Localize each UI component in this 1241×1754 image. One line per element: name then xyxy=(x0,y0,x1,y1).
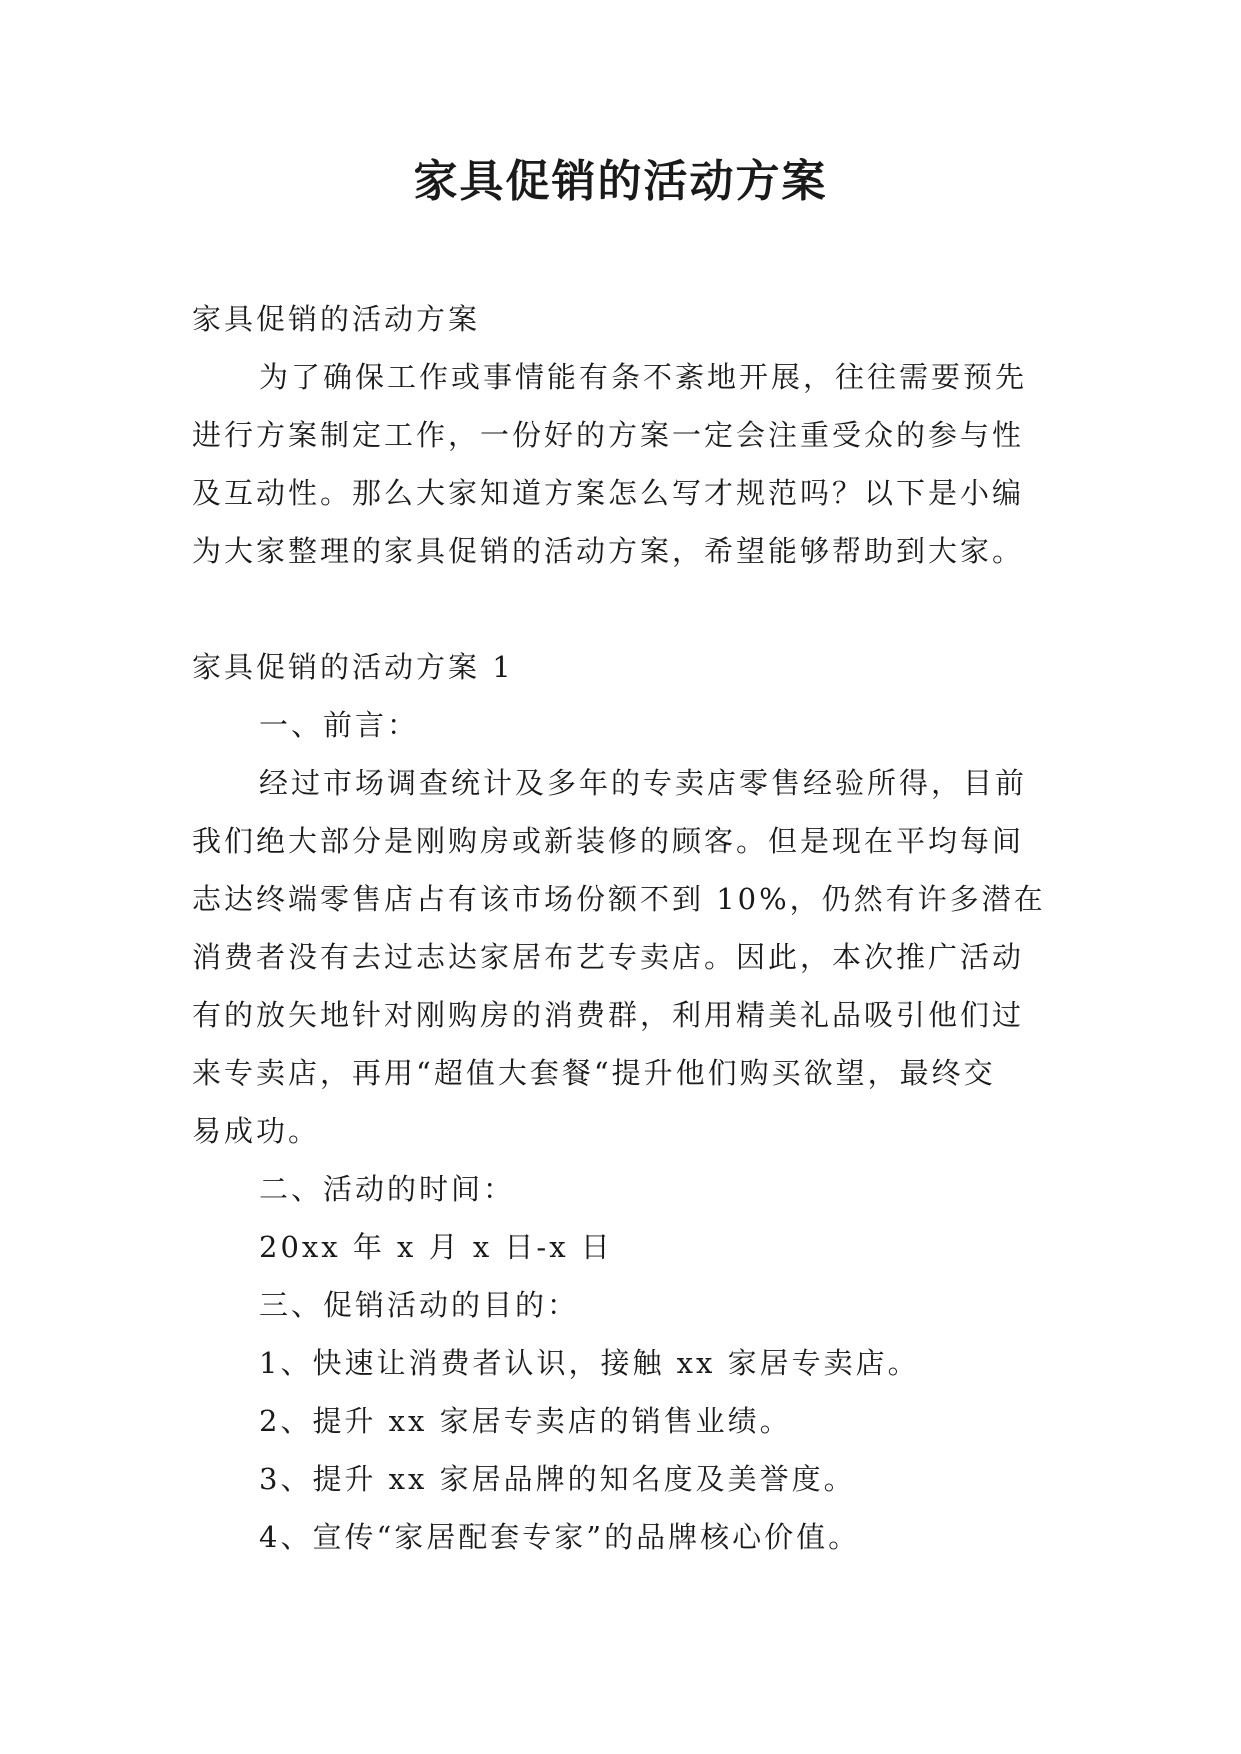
text-line: 来专卖店，再用“超值大套餐“提升他们购买欲望，最终交 xyxy=(192,1056,996,1090)
text-line: 4、宣传“家居配套专家”的品牌核心价值。 xyxy=(259,1520,861,1554)
document-body xyxy=(192,290,1072,1566)
text-line: 二、活动的时间： xyxy=(259,1172,516,1206)
text-line: 一、前言： xyxy=(259,708,420,742)
text-line: 为了确保工作或事情能有条不紊地开展，往往需要预先 xyxy=(259,360,1028,394)
text-line: 家具促销的活动方案 xyxy=(192,302,481,336)
document-title: 家具促销的活动方案 xyxy=(413,156,828,207)
text-line: 消费者没有去过志达家居布艺专卖店。因此，本次推广活动 xyxy=(192,940,1025,974)
text-line: 我们绝大部分是刚购房或新装修的顾客。但是现在平均每间 xyxy=(192,824,1025,858)
text-line: 进行方案制定工作，一份好的方案一定会注重受众的参与性 xyxy=(192,418,1025,452)
text-line: 志达终端零售店占有该市场份额不到 10%，仍然有许多潜在 xyxy=(192,882,1046,916)
text-line: 经过市场调查统计及多年的专卖店零售经验所得，目前 xyxy=(259,766,1028,800)
text-line: 易成功。 xyxy=(192,1114,321,1148)
text-line: 有的放矢地针对刚购房的消费群，利用精美礼品吸引他们过 xyxy=(192,998,1025,1032)
text-line: 及互动性。那么大家知道方案怎么写才规范吗？以下是小编 xyxy=(192,476,1025,510)
text-line: 2、提升 xx 家居专卖店的销售业绩。 xyxy=(259,1404,792,1438)
text-line: 1、快速让消费者认识，接触 xx 家居专卖店。 xyxy=(259,1346,920,1380)
text-line: 为大家整理的家具促销的活动方案，希望能够帮助到大家。 xyxy=(192,534,1025,568)
text-line: 20xx 年 x 月 x 日-x 日 xyxy=(259,1230,613,1264)
paragraph-gap xyxy=(192,580,1072,638)
text-line: 三、促销活动的目的： xyxy=(259,1288,580,1322)
text-line: 3、提升 xx 家居品牌的知名度及美誉度。 xyxy=(259,1462,856,1496)
text-line: 家具促销的活动方案 1 xyxy=(192,650,514,684)
